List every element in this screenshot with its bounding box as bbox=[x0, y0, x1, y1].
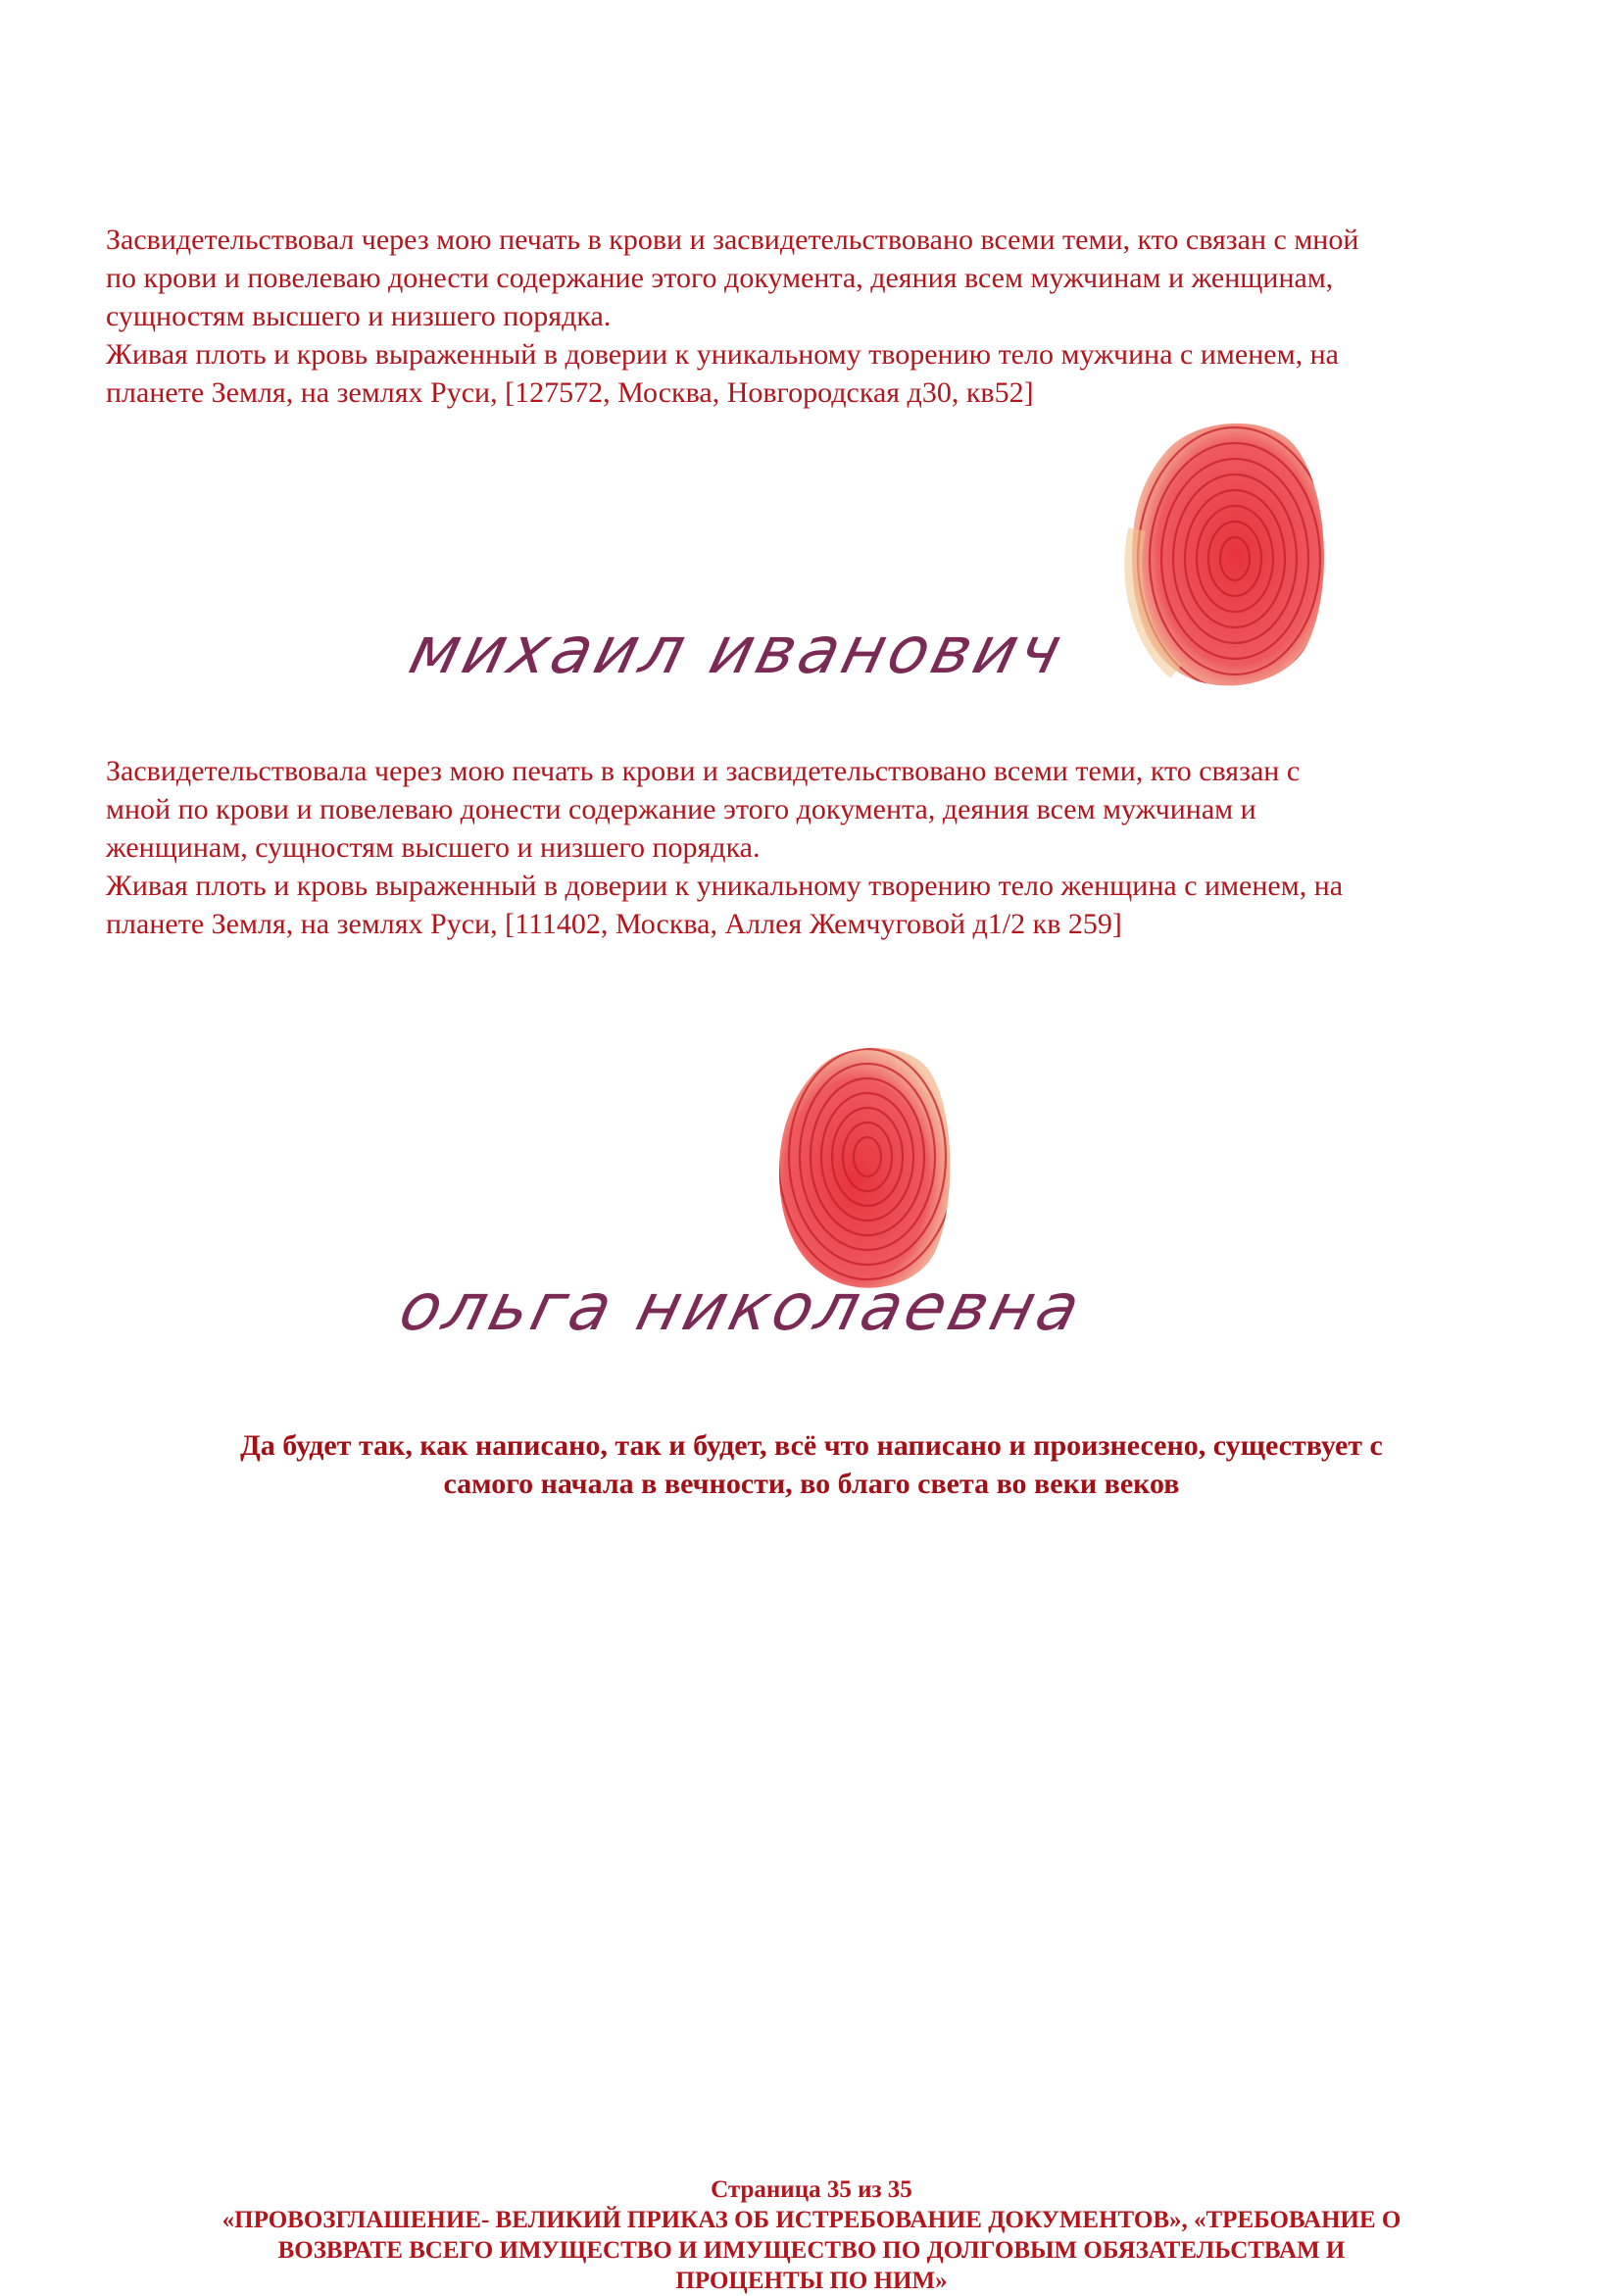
witness-1-line: сущностям высшего и низшего порядка. bbox=[106, 300, 612, 332]
witness-2-line: планете Земля, на землях Руси, [111402, Москва, Аллея Жемчуговой д1/2 кв 259] bbox=[106, 908, 1122, 940]
witness-1-line: планете Земля, на землях Руси, [127572, Москва, Новгородская д30, кв52] bbox=[106, 376, 1034, 409]
closing-statement bbox=[106, 1426, 1517, 1503]
witness-1-statement bbox=[106, 221, 1537, 412]
fingerprint-2 bbox=[764, 1039, 960, 1294]
witness-2-line: Засвидетельствовала через мою печать в крови и засвидетельствовано всеми теми, кто связан с bbox=[106, 755, 1301, 787]
closing-line: Да будет так, как написано, так и будет, всё что написано и произнесено, существует с bbox=[240, 1429, 1383, 1462]
witness-1-signature-block bbox=[402, 412, 1294, 706]
witness-1-line: по крови и повелеваю донести содержание этого документа, деяния всем мужчинам и женщинам, bbox=[106, 262, 1334, 294]
witness-2-line: мной по крови и повелеваю донести содержание этого документа, деяния всем мужчинам и bbox=[106, 793, 1256, 825]
page-footer bbox=[106, 2174, 1517, 2296]
document-title-line: ПРОЦЕНТЫ ПО НИМ» bbox=[675, 2268, 948, 2294]
witness-1-line: Живая плоть и кровь выраженный в доверии к уникальному творению тело мужчина с именем, на bbox=[106, 338, 1339, 371]
witness-1-line: Засвидетельствовал через мою печать в крови и засвидетельствовано всеми теми, кто связан с мной bbox=[106, 224, 1359, 256]
signature-1: михаил иванович bbox=[402, 613, 1073, 688]
witness-2-line: Живая плоть и кровь выраженный в доверии к уникальному творению тело женщина с именем, на bbox=[106, 870, 1344, 902]
witness-2-line: женщинам, сущностям высшего и низшего порядка. bbox=[106, 831, 761, 864]
closing-line: самого начала в вечности, во благо света во веки веков bbox=[443, 1468, 1180, 1500]
signature-2: ольга николаевна bbox=[392, 1270, 1092, 1345]
page-number: Страница 35 из 35 bbox=[711, 2176, 912, 2203]
witness-2-statement bbox=[106, 752, 1537, 943]
fingerprint-1 bbox=[1107, 412, 1333, 696]
document-title-line: «ПРОВОЗГЛАШЕНИЕ- ВЕЛИКИЙ ПРИКАЗ ОБ ИСТРЕБОВАНИЕ ДОКУМЕНТОВ», «ТРЕБОВАНИЕ О bbox=[221, 2207, 1402, 2233]
document-title-line: ВОЗВРАТЕ ВСЕГО ИМУЩЕСТВО И ИМУЩЕСТВО ПО ДОЛГОВЫМ ОБЯЗАТЕЛЬСТВАМ И bbox=[277, 2237, 1346, 2264]
witness-2-signature-block bbox=[392, 1039, 1205, 1363]
